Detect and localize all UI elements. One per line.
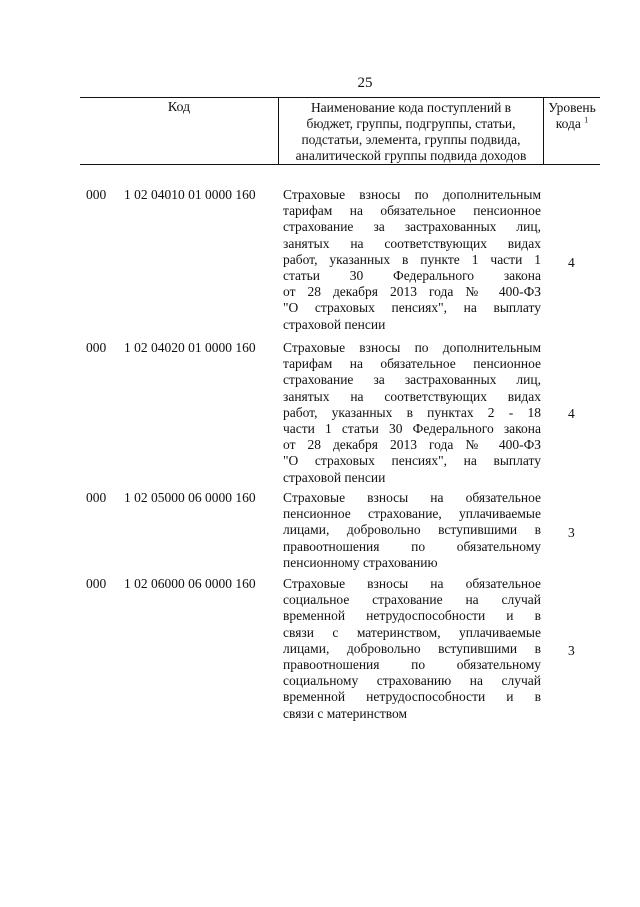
row-description-line: от 28 декабря 2013 года № 400-ФЗ: [283, 437, 541, 453]
row-description-line: тарифам на обязательное пенсионное: [283, 203, 541, 219]
row-level: 4: [568, 255, 575, 270]
row-description-line: связи с материнством: [283, 705, 408, 721]
row-income-code: 1 02 06000 06 0000 160: [124, 576, 256, 591]
header-name: [279, 98, 543, 164]
row-description-line: лицами, добровольно вступившими в: [283, 640, 541, 656]
row-income-code: 1 02 04010 01 0000 160: [124, 187, 256, 202]
row-description-line: работ, указанных в пункте 1 части 1: [283, 251, 541, 267]
row-description-line: статьи 30 Федерального закона: [283, 267, 541, 283]
row-description: [283, 187, 541, 333]
header-name-line: Наименование кода поступлений в: [310, 100, 512, 115]
row-description-line: "О страховых пенсиях", на выплату: [283, 453, 541, 469]
row-description-line: связи с материнством, уплачиваемые: [283, 624, 541, 640]
row-level: 3: [568, 643, 575, 658]
page-number: 25: [357, 75, 373, 91]
row-description-line: временной нетрудоспособности и в: [283, 608, 541, 624]
header-level: [544, 98, 600, 164]
row-income-code: 1 02 05000 06 0000 160: [124, 490, 256, 505]
row-description-line: пенсионное страхование, уплачиваемые: [283, 506, 541, 522]
row-admin-code: 000: [86, 340, 107, 355]
header-level-line: [544, 116, 600, 132]
row-description-line: правоотношения по обязательному: [283, 656, 541, 672]
row-description-line: социальное страхование на случай: [283, 592, 541, 608]
row-level: 4: [568, 406, 575, 421]
row-description: [283, 340, 541, 486]
row-description-line: занятых на соответствующих видах: [283, 235, 541, 251]
row-description-line: от 28 декабря 2013 года № 400-ФЗ: [283, 284, 541, 300]
header-name-line: аналитической группы подвида доходов: [295, 148, 527, 163]
row-description-line: Страховые взносы по дополнительным: [283, 187, 541, 202]
header-code: Код: [167, 100, 191, 115]
row-description-line: занятых на соответствующих видах: [283, 388, 541, 404]
row-admin-code: 000: [86, 187, 107, 202]
row-description-line: части 1 статьи 30 Федерального закона: [283, 420, 541, 436]
row-description-line: временной нетрудоспособности и в: [283, 689, 541, 705]
row-description-line: страховой пенсии: [283, 316, 386, 332]
row-description-line: пенсионному страхованию: [283, 554, 438, 570]
row-description-line: страховой пенсии: [283, 469, 386, 485]
table-header: [80, 97, 600, 165]
header-level-line: Уровень: [548, 100, 596, 115]
header-level-footnote: 1: [584, 115, 589, 125]
header-name-line: подстатьи, элемента, группы подвида,: [301, 132, 521, 147]
row-description-line: социальному страхованию на случай: [283, 673, 541, 689]
row-description-line: "О страховых пенсиях", на выплату: [283, 300, 541, 316]
row-admin-code: 000: [86, 490, 107, 505]
row-level: 3: [568, 525, 575, 540]
row-description: [283, 576, 541, 722]
row-description-line: Страховые взносы на обязательное: [283, 490, 541, 505]
row-description-line: страхование за застрахованных лиц,: [283, 372, 541, 388]
row-description-line: Страховые взносы по дополнительным: [283, 340, 541, 355]
row-admin-code: 000: [86, 576, 107, 591]
row-description: [283, 490, 541, 571]
row-description-line: страхование за застрахованных лиц,: [283, 219, 541, 235]
row-income-code: 1 02 04020 01 0000 160: [124, 340, 256, 355]
row-description-line: тарифам на обязательное пенсионное: [283, 356, 541, 372]
row-description-line: Страховые взносы на обязательное: [283, 576, 541, 591]
header-level-text: кода: [555, 116, 581, 131]
row-description-line: лицами, добровольно вступившими в: [283, 522, 541, 538]
row-description-line: правоотношения по обязательному: [283, 538, 541, 554]
header-name-line: бюджет, группы, подгруппы, статьи,: [306, 116, 516, 131]
row-description-line: работ, указанных в пунктах 2 - 18: [283, 404, 541, 420]
